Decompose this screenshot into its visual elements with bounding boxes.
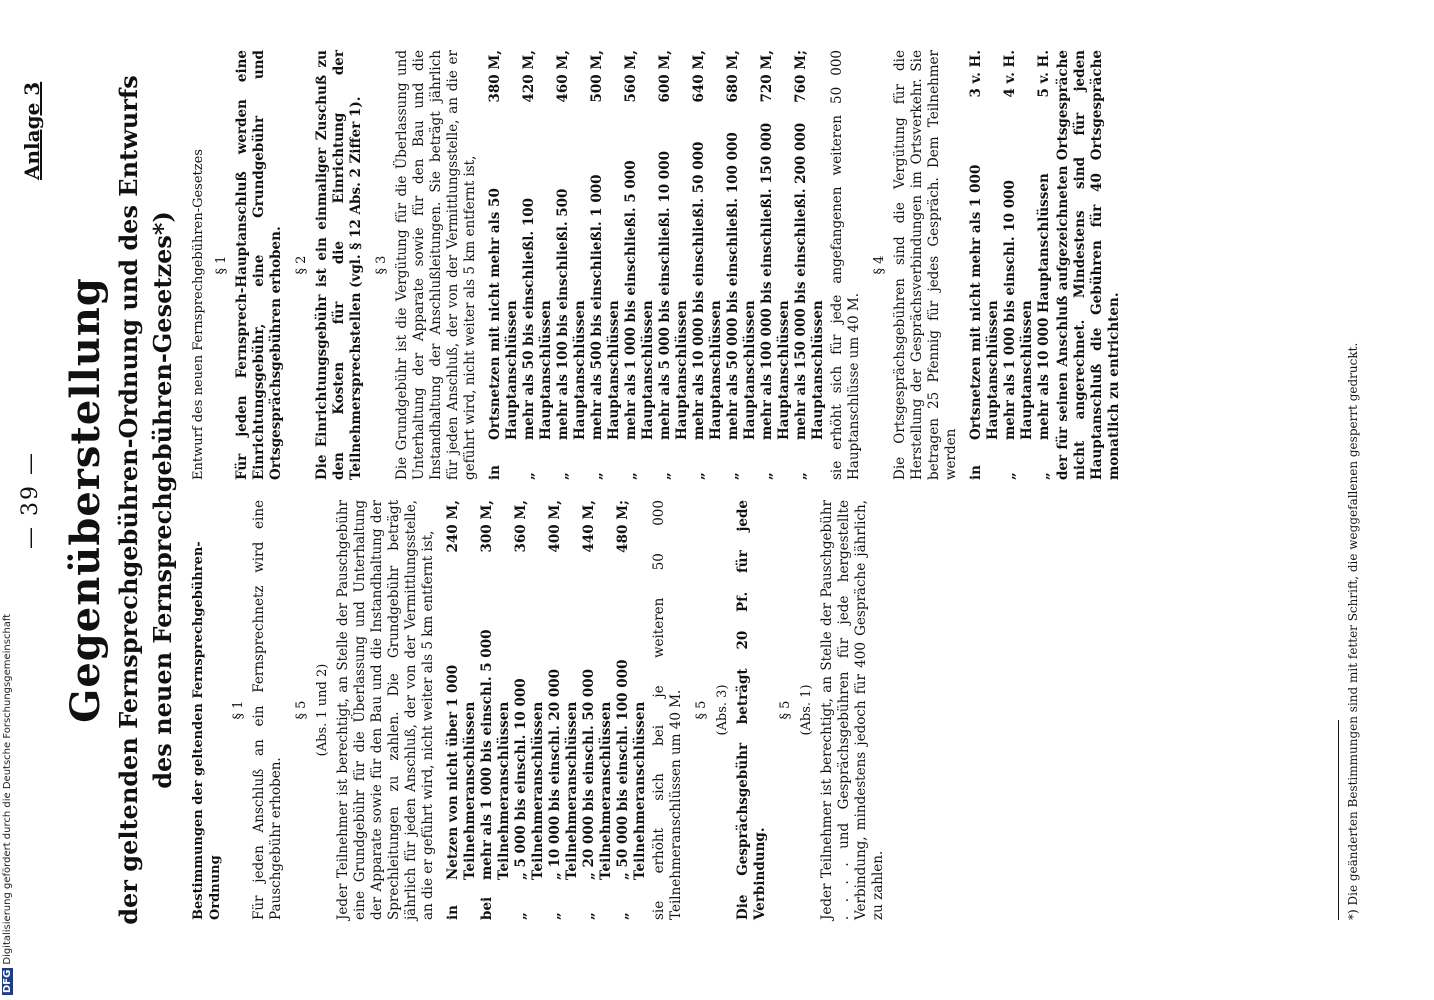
rate-amount: 600 M, [657, 50, 673, 103]
rate-description: mehr als 1 000 bis einschl. 10 000 Hauptanschlüssen [1002, 180, 1035, 440]
section-text: Die Gesprächsgebühr beträgt 20 Pf. für jede Verbindung. [735, 500, 768, 920]
rate-description: „ 50 000 bis einschl. 100 000 Teilnehmeranschlüssen [615, 659, 648, 880]
document-subtitle: der geltenden Fernsprechgebühren-Ordnung und des Entwurfs des neuen Fernsprechgebühren-Gesetzes*) [114, 75, 177, 925]
rate-row [691, 50, 725, 480]
rate-qualifier: „ [555, 472, 571, 480]
rate-row [479, 500, 513, 920]
annex-label: Anlage 3 [20, 81, 44, 180]
digitization-text: Digitalisierung gefördert durch die Deutsche Forschungsgemeinschaft [2, 613, 13, 965]
section-marker: § 5 [294, 700, 309, 720]
rate-qualifier: „ [513, 912, 529, 920]
rate-row [1002, 50, 1036, 480]
digitization-credit [2, 614, 13, 995]
rate-row [547, 500, 581, 920]
rate-row [555, 50, 589, 480]
section-text: Für jeden Fernsprech-Hauptanschluß werden eine Einrichtungsgebühr, eine Grundgebühr und Ortsgesprächsgebühren erhoben. [234, 50, 284, 480]
rate-amount: 360 M, [513, 500, 529, 553]
rate-row [759, 50, 793, 480]
rate-row [615, 500, 649, 920]
rate-qualifier: „ [1002, 472, 1018, 480]
rate-description: mehr als 10 000 bis einschließl. 50 000 Hauptanschlüssen [691, 141, 724, 440]
section-marker: § 5 [778, 700, 793, 720]
section-marker: § 2 [294, 255, 309, 275]
rate-amount: 3 v. H. [968, 50, 984, 98]
rate-amount: 420 M, [521, 50, 537, 103]
rate-qualifier: „ [615, 912, 631, 920]
section-text: Die Einrichtungsgebühr ist ein einmaliger Zuschuß zu den Kosten für die Einrichtung der Teilnehmersprechstellen (vgl. § 12 Abs. 2 Ziffer 1). [314, 50, 364, 480]
rate-description: mehr als 150 000 bis einschließl. 200 000 Hauptanschlüssen [793, 122, 826, 440]
rate-qualifier: „ [581, 912, 597, 920]
section-subref: (Abs. 1) [799, 684, 814, 736]
page-number: — 39 — [18, 451, 43, 549]
rate-qualifier: „ [589, 472, 605, 480]
rate-description: mehr als 10 000 Hauptanschlüssen [1036, 173, 1052, 440]
rate-amount: 640 M, [691, 50, 707, 103]
left-column-heading: Bestimmungen der geltenden Fernsprechgebühren-Ordnung [191, 541, 223, 920]
rate-row [445, 500, 479, 920]
rate-description: mehr als 500 bis einschließl. 1 000 Hauptanschlüssen [589, 174, 622, 440]
rate-amount: 400 M, [547, 500, 563, 553]
right-column-draft-law [190, 50, 1131, 480]
rate-description: mehr als 50 000 bis einschließl. 100 000 Hauptanschlüssen [725, 132, 758, 440]
rate-description: mehr als 1 000 bis einschl. 5 000 Teilnehmeranschlüssen [479, 629, 512, 880]
rate-qualifier: „ [657, 472, 673, 480]
section-text: Jeder Teilnehmer ist berechtigt, an Stelle der Pauschgebühr eine Grundgebühr für die Überlassung und Unterhaltung der Apparate sowie für den Bau und die Instandhaltung der Sprechleitungen zu zahlen. Die Grundgebühr beträgt jährlich für jeden Anschluß, der von der Vermittlungsstelle, an die er geführt wird, nicht weiter als 5 km entfernt ist, [335, 500, 436, 920]
rate-description: „ 10 000 bis einschl. 20 000 Teilnehmeranschlüssen [547, 668, 580, 880]
rate-qualifier: „ [547, 912, 563, 920]
rate-row [657, 50, 691, 480]
rate-amount: 440 M, [581, 500, 597, 553]
footnote: *) Die geänderten Bestimmungen sind mit fetter Schrift, die weggefallenen gesperrt gedruckt. [1346, 342, 1360, 920]
dfg-logo: DFG [2, 969, 13, 993]
section-text: Für jeden Anschluß an ein Fernsprechnetz wird eine Pauschgebühr erhoben. [251, 500, 284, 920]
rate-description: Ortsnetzen mit nicht mehr als 50 Hauptanschlüssen [487, 188, 520, 440]
section-marker: § 3 [374, 255, 389, 275]
section-subref: (Abs. 3) [715, 684, 730, 736]
rate-qualifier: „ [623, 472, 639, 480]
rate-list [445, 500, 649, 920]
section-marker: § 1 [231, 700, 246, 720]
rate-qualifier: „ [521, 472, 537, 480]
rate-row [1036, 50, 1053, 480]
section-text: Die Grundgebühr ist die Vergütung für die Überlassung und Unterhaltung der Apparate sowie für den Bau und die Instandhaltung der Anschlußleitungen. Sie beträgt jährlich für jeden Anschluß, der von der Vermittlungsstelle, an die er geführt wird, nicht weiter als 5 km entfernt ist, [394, 50, 478, 480]
rate-qualifier: „ [725, 472, 741, 480]
section-text: Die Ortsgesprächsgebühren sind die Vergütung für die Herstellung der Gesprächsverbindungen im Ortsverkehr. Sie betragen 25 Pfennig für jedes Gespräch. Dem Teilnehmer werden [892, 50, 959, 480]
rate-row [513, 500, 547, 920]
rate-description: Netzen von nicht über 1 000 Teilnehmeranschlüssen [445, 664, 478, 880]
rate-amount: 720 M, [759, 50, 775, 103]
rate-amount: 480 M; [615, 500, 631, 553]
rate-description: „ 5 000 bis einschl. 10 000 Teilnehmeranschlüssen [513, 678, 546, 880]
rate-qualifier: in [487, 465, 503, 480]
rate-qualifier: „ [1036, 472, 1052, 480]
rate-list [968, 50, 1053, 480]
rate-amount: 560 M, [623, 50, 639, 103]
rate-row [968, 50, 1002, 480]
left-column-current-regulations [190, 500, 895, 920]
rate-amount: 240 M, [445, 500, 461, 553]
rate-qualifier: in [445, 905, 461, 920]
rate-list [487, 50, 827, 480]
rate-description: Ortsnetzen mit nicht mehr als 1 000 Hauptanschlüssen [968, 164, 1001, 440]
rate-row [793, 50, 827, 480]
rate-amount: 4 v. H. [1002, 50, 1018, 98]
rate-tail: sie erhöht sich für jede angefangenen weiteren 50 000 Hauptanschlüsse um 40 M. [829, 50, 862, 480]
rate-row [589, 50, 623, 480]
document-title: Gegenüberstellung [62, 277, 109, 723]
rate-row [623, 50, 657, 480]
rate-row [581, 500, 615, 920]
rate-amount: 500 M, [589, 50, 605, 103]
rate-description: mehr als 5 000 bis einschließl. 10 000 Hauptanschlüssen [657, 151, 690, 440]
rate-description: mehr als 50 bis einschließl. 100 Hauptanschlüssen [521, 197, 554, 440]
rate-amount: 460 M, [555, 50, 571, 103]
section-text: Jeder Teilnehmer ist berechtigt, an Stelle der Pauschgebühr . . . . und Gesprächsgebühren für jede hergestellte Verbindung, mindestens jedoch für 400 Gespräche jährlich, zu zahlen. [819, 500, 886, 920]
rate-description: mehr als 100 bis einschließl. 500 Hauptanschlüssen [555, 188, 588, 440]
footnote-divider [1338, 720, 1339, 920]
rate-amount: 300 M, [479, 500, 495, 553]
rate-amount: 760 M; [793, 50, 809, 103]
rate-description: mehr als 100 000 bis einschließl. 150 000 Hauptanschlüssen [759, 122, 792, 440]
rate-tail: sie erhöht sich bei je weiteren 50 000 Teilnehmeranschlüssen um 40 M. [651, 500, 684, 920]
section-text: der für seinen Anschluß aufgezeichneten Ortsgespräche nicht angerechnet. Mindestens sind für jeden Hauptanschluß die Gebühren für 40 Ortsgespräche monatlich zu entrichten. [1055, 50, 1122, 480]
rate-description: „ 20 000 bis einschl. 50 000 Teilnehmeranschlüssen [581, 668, 614, 880]
rate-qualifier: in [968, 465, 984, 480]
rate-amount: 5 v. H. [1036, 50, 1052, 98]
rate-qualifier: bei [479, 896, 495, 920]
rate-qualifier: „ [759, 472, 775, 480]
section-subref: (Abs. 1 und 2) [315, 663, 330, 757]
rate-qualifier: „ [691, 472, 707, 480]
rate-qualifier: „ [793, 472, 809, 480]
rate-description: mehr als 1 000 bis einschließl. 5 000 Hauptanschlüssen [623, 160, 656, 440]
rate-amount: 380 M, [487, 50, 503, 103]
right-column-heading: Entwurf des neuen Fernsprechgebühren-Gesetzes [191, 149, 206, 480]
section-marker: § 1 [214, 255, 229, 275]
rate-amount: 680 M, [725, 50, 741, 103]
rate-row [487, 50, 521, 480]
section-marker: § 5 [694, 700, 709, 720]
section-marker: § 4 [872, 255, 887, 275]
rate-row [521, 50, 555, 480]
rate-row [725, 50, 759, 480]
